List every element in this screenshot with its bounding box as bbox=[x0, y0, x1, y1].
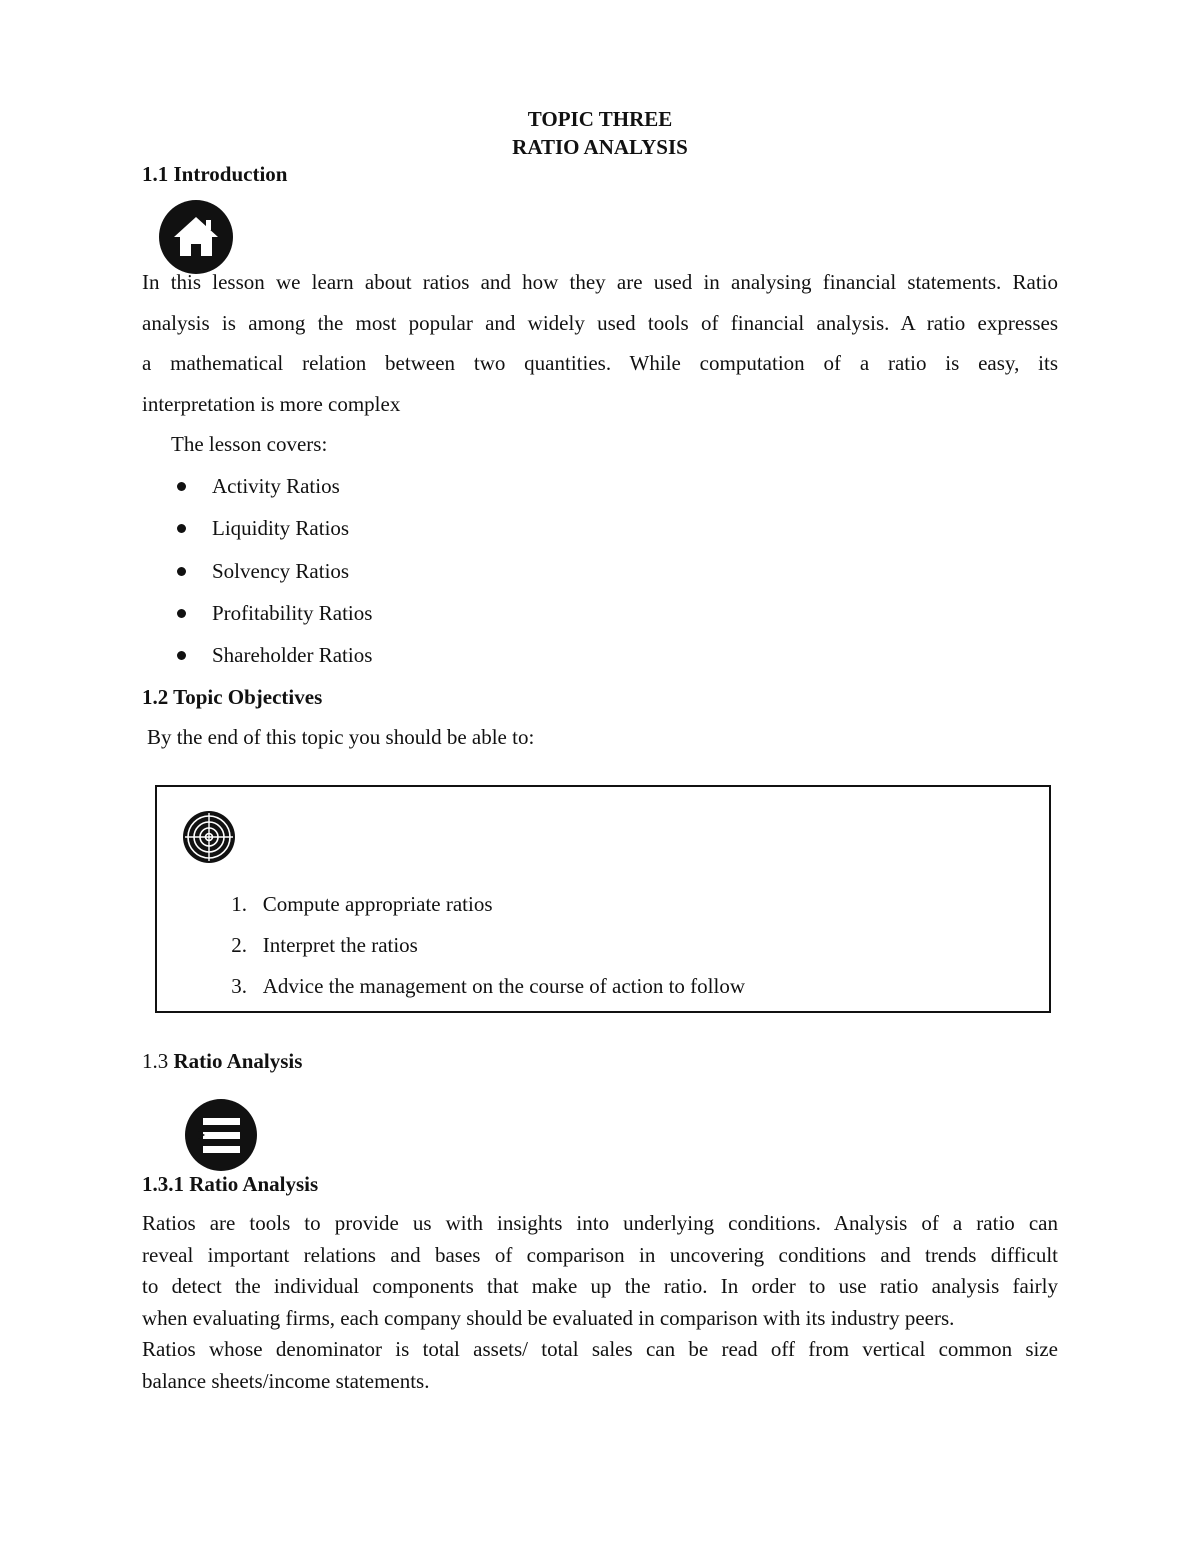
bullet-icon bbox=[177, 651, 186, 660]
covers-list bbox=[172, 465, 372, 676]
list-item: 2. Interpret the ratios bbox=[231, 933, 418, 957]
ratio-line-6: balance sheets/income statements. bbox=[142, 1368, 430, 1393]
list-item: 1. Compute appropriate ratios bbox=[231, 892, 493, 916]
bullet-icon bbox=[177, 524, 186, 533]
list-item: Solvency Ratios bbox=[172, 550, 372, 592]
bullet-icon bbox=[177, 567, 186, 576]
intro-line-2: analysis is among the most popular and widely used tools of financial analysis. A ratio expresses bbox=[142, 310, 1058, 335]
list-item: Profitability Ratios bbox=[172, 592, 372, 634]
intro-line-4: interpretation is more complex bbox=[142, 391, 401, 416]
section-heading-introduction: 1.1 Introduction bbox=[142, 162, 288, 186]
topic-label: TOPIC THREE bbox=[527, 107, 673, 131]
ratio-line-3: to detect the individual components that make up the ratio. In order to use ratio analysis fairly bbox=[142, 1274, 1058, 1298]
intro-line-1: In this lesson we learn about ratios and how they are used in analysing financial statements. Ratio bbox=[142, 270, 1058, 294]
objectives-intro: By the end of this topic you should be able to: bbox=[147, 725, 535, 749]
ratio-line-2: reveal important relations and bases of comparison in uncovering conditions and trends difficult bbox=[142, 1242, 1058, 1267]
ratio-line-4: when evaluating firms, each company should be evaluated in comparison with its industry peers. bbox=[142, 1305, 955, 1330]
ratio-paragraph bbox=[142, 1208, 1058, 1397]
intro-line-3: a mathematical relation between two quantities. While computation of a ratio is easy, its bbox=[142, 351, 1058, 375]
objectives-list bbox=[211, 884, 745, 1007]
list-item: Liquidity Ratios bbox=[172, 507, 372, 549]
target-icon bbox=[182, 810, 236, 864]
ratio-line-1: Ratios are tools to provide us with insights into underlying conditions. Analysis of a ratio can bbox=[142, 1211, 1058, 1235]
objectives-box bbox=[155, 785, 1051, 1013]
subsection-heading: 1.3.1 Ratio Analysis bbox=[142, 1172, 319, 1196]
section-heading-ratio-analysis: 1.3 Ratio Analysis bbox=[142, 1049, 303, 1073]
page-title: RATIO ANALYSIS bbox=[512, 135, 688, 159]
menu-list-icon bbox=[184, 1098, 258, 1172]
covers-label: The lesson covers: bbox=[171, 432, 328, 456]
ratio-line-5: Ratios whose denominator is total assets/ total sales can be read off from vertical common size bbox=[142, 1337, 1058, 1361]
bullet-icon bbox=[177, 609, 186, 618]
section-heading-objectives: 1.2 Topic Objectives bbox=[142, 685, 323, 709]
intro-paragraph bbox=[142, 262, 1058, 424]
list-item: Activity Ratios bbox=[172, 465, 372, 507]
list-item: 3. Advice the management on the course of action to follow bbox=[231, 974, 746, 998]
bullet-icon bbox=[177, 482, 186, 491]
list-item: Shareholder Ratios bbox=[172, 634, 372, 676]
